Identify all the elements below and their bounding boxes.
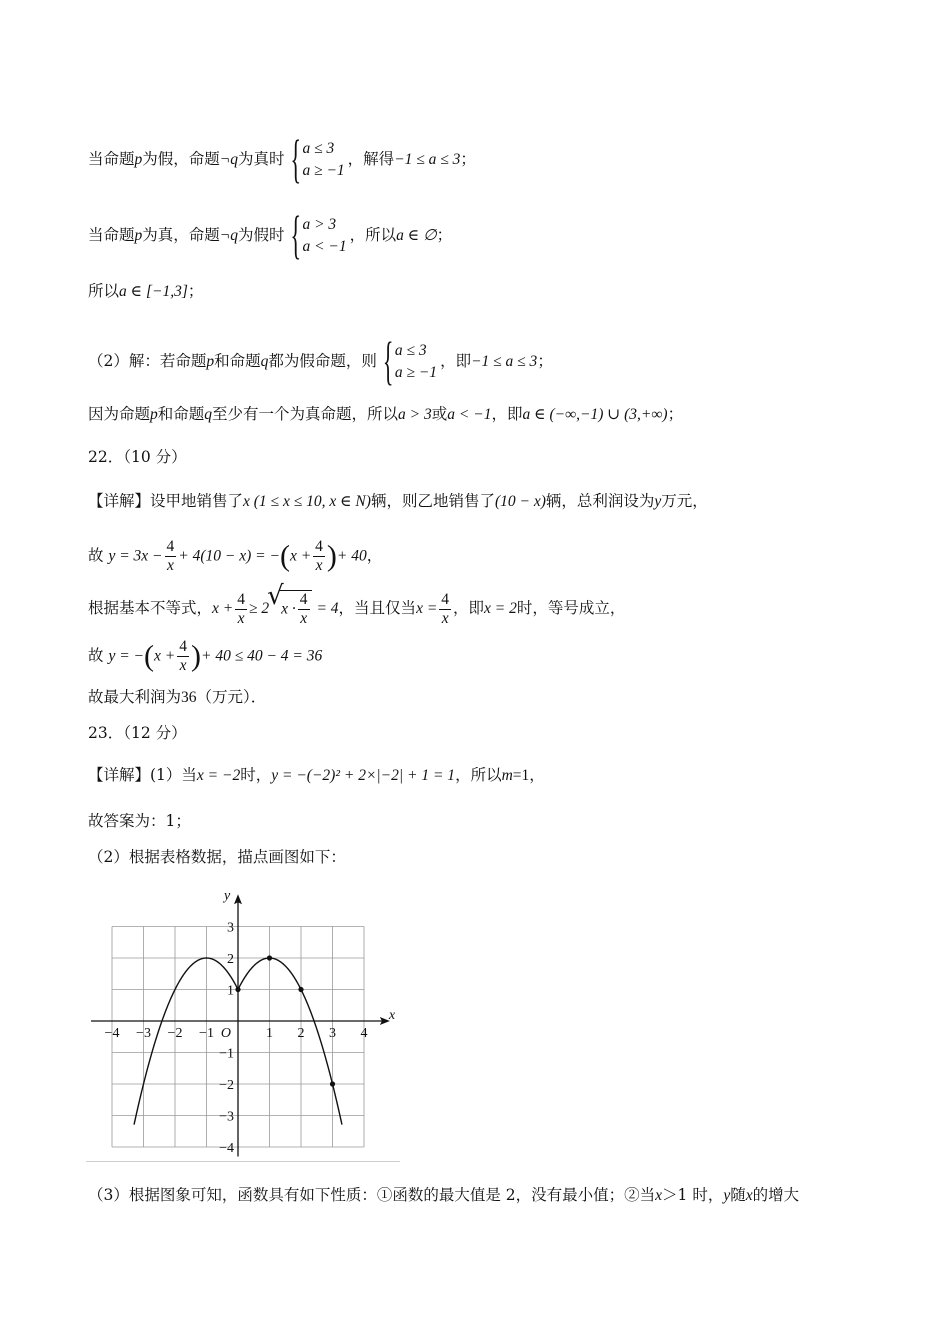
data-point bbox=[330, 1081, 335, 1086]
fraction bbox=[298, 591, 310, 628]
text: 因为命题 bbox=[88, 405, 151, 423]
y-tick-label: −2 bbox=[219, 1078, 234, 1093]
numerator: 4 bbox=[179, 638, 187, 655]
text: 所以 bbox=[88, 282, 120, 300]
denominator: x bbox=[237, 609, 245, 627]
text: 23．（12 分） bbox=[88, 724, 187, 742]
y-tick-label: 1 bbox=[227, 983, 234, 999]
text: 的增大 bbox=[752, 1186, 800, 1204]
fraction bbox=[177, 638, 189, 675]
solution-22-line-4 bbox=[88, 638, 322, 675]
left-paren: ( bbox=[144, 639, 155, 673]
text: 为假时 bbox=[238, 226, 285, 244]
y-tick-label: 2 bbox=[227, 952, 234, 967]
text: ； bbox=[436, 226, 453, 244]
case-1: { a > 3 bbox=[302, 216, 337, 233]
math-y: y bbox=[723, 1187, 731, 1204]
divider bbox=[86, 1161, 400, 1162]
solution-22-line-3 bbox=[88, 590, 625, 628]
text: ，当且仅当 bbox=[338, 599, 417, 617]
numerator: 4 bbox=[237, 590, 245, 608]
math-q: q bbox=[260, 353, 269, 370]
solution-line-4 bbox=[88, 340, 553, 384]
text: 故 bbox=[88, 546, 104, 565]
text: （2）根据表格数据，描点画图如下： bbox=[88, 848, 346, 866]
math-p: p bbox=[134, 151, 143, 168]
solution-22-line-2 bbox=[88, 538, 382, 575]
math: a < −1 bbox=[447, 406, 492, 423]
text: 根据基本不等式， bbox=[88, 599, 213, 617]
math-q: q bbox=[204, 406, 213, 423]
solution-23-line-3 bbox=[88, 846, 346, 868]
solution-23-line-2 bbox=[88, 810, 191, 832]
math: x + bbox=[212, 600, 234, 617]
text: ， bbox=[366, 546, 383, 565]
math-x: x bbox=[655, 1187, 663, 1204]
case-1: { a ≤ 3 bbox=[394, 342, 427, 359]
solution-line-2 bbox=[88, 214, 452, 258]
fraction bbox=[165, 538, 177, 575]
case-2: a ≥ −1 bbox=[302, 162, 345, 179]
math: + 40 bbox=[336, 547, 367, 565]
math-x: x bbox=[745, 1187, 753, 1204]
y-tick-label: 3 bbox=[227, 920, 234, 936]
text: 22．（10 分） bbox=[88, 448, 187, 466]
text: 为真时 bbox=[238, 150, 285, 168]
text: ； bbox=[460, 150, 476, 168]
math: (10 − x) bbox=[494, 493, 546, 510]
math: x · bbox=[281, 600, 296, 618]
case-1: { a ≤ 3 bbox=[302, 140, 335, 157]
y-axis-label: y bbox=[224, 888, 231, 904]
fraction bbox=[235, 591, 247, 628]
text: 都为假命题，则 bbox=[268, 352, 377, 370]
data-point bbox=[267, 955, 272, 960]
math-not-q: ¬q bbox=[219, 227, 238, 244]
right-paren: ) bbox=[326, 539, 337, 573]
math-not-q: ¬q bbox=[219, 151, 238, 168]
case-2: a < −1 bbox=[302, 238, 347, 255]
text: （2）解：若命题 bbox=[88, 352, 207, 370]
text: 故 bbox=[88, 646, 104, 665]
number: 36 bbox=[181, 689, 197, 706]
text: ＞1 时， bbox=[662, 1186, 724, 1204]
denominator: x bbox=[315, 557, 323, 574]
text: 随 bbox=[730, 1186, 746, 1204]
right-paren: ) bbox=[190, 639, 201, 673]
x-tick-label: −3 bbox=[136, 1026, 151, 1041]
denominator: x bbox=[166, 557, 174, 574]
math: x (1 ≤ x ≤ 10, x ∈ N) bbox=[243, 493, 371, 510]
function-graph bbox=[86, 876, 406, 1161]
math: = 4 bbox=[316, 600, 339, 617]
x-tick-label: 1 bbox=[266, 1026, 273, 1041]
math-interval: a ∈ (−∞,−1) ∪ (3,+∞) bbox=[522, 406, 668, 423]
case-2: a ≥ −1 bbox=[394, 364, 438, 381]
math-y: y bbox=[654, 493, 662, 510]
math: + 4(10 − x) = − bbox=[178, 547, 280, 565]
text: 时， bbox=[240, 766, 272, 784]
text: 当命题 bbox=[88, 150, 135, 168]
origin-label: O bbox=[220, 1026, 231, 1041]
denominator: x bbox=[300, 610, 308, 627]
text: 故答案为：1； bbox=[88, 812, 191, 830]
text: 辆，总利润设为 bbox=[545, 492, 655, 510]
numerator: 4 bbox=[166, 538, 175, 555]
solution-23-line-1 bbox=[88, 764, 545, 787]
numerator: 4 bbox=[441, 590, 450, 608]
question-22-heading bbox=[88, 446, 187, 468]
text: 为真，命题 bbox=[142, 226, 220, 244]
solution-line-3 bbox=[88, 280, 203, 303]
x-tick-label: 3 bbox=[329, 1026, 336, 1041]
x-tick-label: 2 bbox=[297, 1026, 305, 1041]
math-m: m bbox=[501, 767, 513, 784]
text: （3）根据图象可知，函数具有如下性质：①函数的最大值是 2，没有最小值；②当 bbox=[88, 1186, 656, 1204]
math: y = − bbox=[108, 647, 145, 665]
case-system bbox=[385, 340, 437, 384]
case-system bbox=[292, 138, 344, 182]
left-paren: ( bbox=[279, 539, 290, 573]
text: 辆，则乙地销售了 bbox=[370, 492, 495, 510]
solution-line-5 bbox=[88, 403, 683, 426]
square-root bbox=[279, 590, 311, 628]
denominator: x bbox=[179, 657, 187, 674]
solution-line-1 bbox=[88, 138, 476, 182]
text: 故最大利润为 bbox=[88, 688, 182, 706]
text: ，即 bbox=[491, 405, 523, 423]
math: x + bbox=[289, 547, 312, 565]
text: ，即 bbox=[453, 599, 485, 617]
math: a > 3 bbox=[398, 406, 432, 423]
fraction bbox=[313, 538, 325, 575]
math-p: p bbox=[134, 227, 143, 244]
case-system bbox=[292, 214, 346, 258]
text: ，解得 bbox=[347, 150, 395, 168]
fraction bbox=[439, 591, 451, 628]
x-tick-label: −4 bbox=[104, 1026, 120, 1041]
text: 当命题 bbox=[88, 226, 135, 244]
text: ； bbox=[537, 352, 553, 370]
denominator: x bbox=[441, 609, 449, 627]
text: 【详解】设甲地销售了 bbox=[88, 492, 244, 510]
text: ，所以 bbox=[349, 226, 397, 244]
numerator: 4 bbox=[299, 591, 308, 608]
solution-23-line-4 bbox=[88, 1184, 799, 1207]
text: 时，等号成立， bbox=[516, 599, 626, 617]
math-set: a ∈ ∅ bbox=[396, 227, 437, 244]
math: x = bbox=[416, 600, 438, 617]
text: 【详解】(1）当 bbox=[88, 766, 197, 784]
text: 或 bbox=[431, 405, 448, 423]
x-axis-label: x bbox=[388, 1008, 396, 1023]
solution-22-line-1 bbox=[88, 490, 708, 513]
math-p: p bbox=[150, 406, 158, 423]
solution-22-line-5 bbox=[88, 686, 266, 709]
math: x = 2 bbox=[484, 600, 517, 617]
x-tick-label: −1 bbox=[199, 1026, 214, 1041]
text: 万元， bbox=[661, 492, 708, 510]
data-point bbox=[235, 987, 240, 992]
text: ； bbox=[187, 282, 204, 300]
math: + 40 ≤ 40 − 4 = 36 bbox=[200, 647, 323, 665]
data-point bbox=[298, 987, 303, 992]
math: x + bbox=[154, 647, 176, 665]
text: （万元）． bbox=[196, 688, 267, 706]
text: 和命题 bbox=[157, 405, 205, 423]
text: =1， bbox=[512, 767, 545, 784]
text: 和命题 bbox=[214, 352, 261, 370]
text: 至少有一个为真命题，所以 bbox=[212, 405, 399, 423]
math: y = −(−2)² + 2×|−2| + 1 = 1 bbox=[271, 767, 456, 784]
math-range: −1 ≤ a ≤ 3 bbox=[394, 151, 461, 168]
text: ，即 bbox=[440, 352, 472, 370]
math-p: p bbox=[206, 353, 215, 370]
math: x = −2 bbox=[196, 767, 241, 784]
y-tick-label: −1 bbox=[219, 1046, 234, 1062]
x-tick-label: −2 bbox=[167, 1026, 183, 1041]
x-tick-label: 4 bbox=[360, 1026, 368, 1041]
text: ，所以 bbox=[455, 766, 502, 784]
y-tick-label: −3 bbox=[219, 1109, 234, 1125]
math-range: −1 ≤ a ≤ 3 bbox=[471, 353, 538, 370]
text: 为假，命题 bbox=[142, 150, 220, 168]
y-tick-label: −4 bbox=[219, 1141, 234, 1156]
math: y = 3x − bbox=[108, 547, 163, 565]
math-interval: a ∈ [−1,3] bbox=[119, 283, 188, 300]
math: ≥ 2 bbox=[248, 600, 270, 617]
question-23-heading bbox=[88, 722, 187, 744]
numerator: 4 bbox=[315, 538, 323, 555]
text: ； bbox=[667, 405, 684, 423]
